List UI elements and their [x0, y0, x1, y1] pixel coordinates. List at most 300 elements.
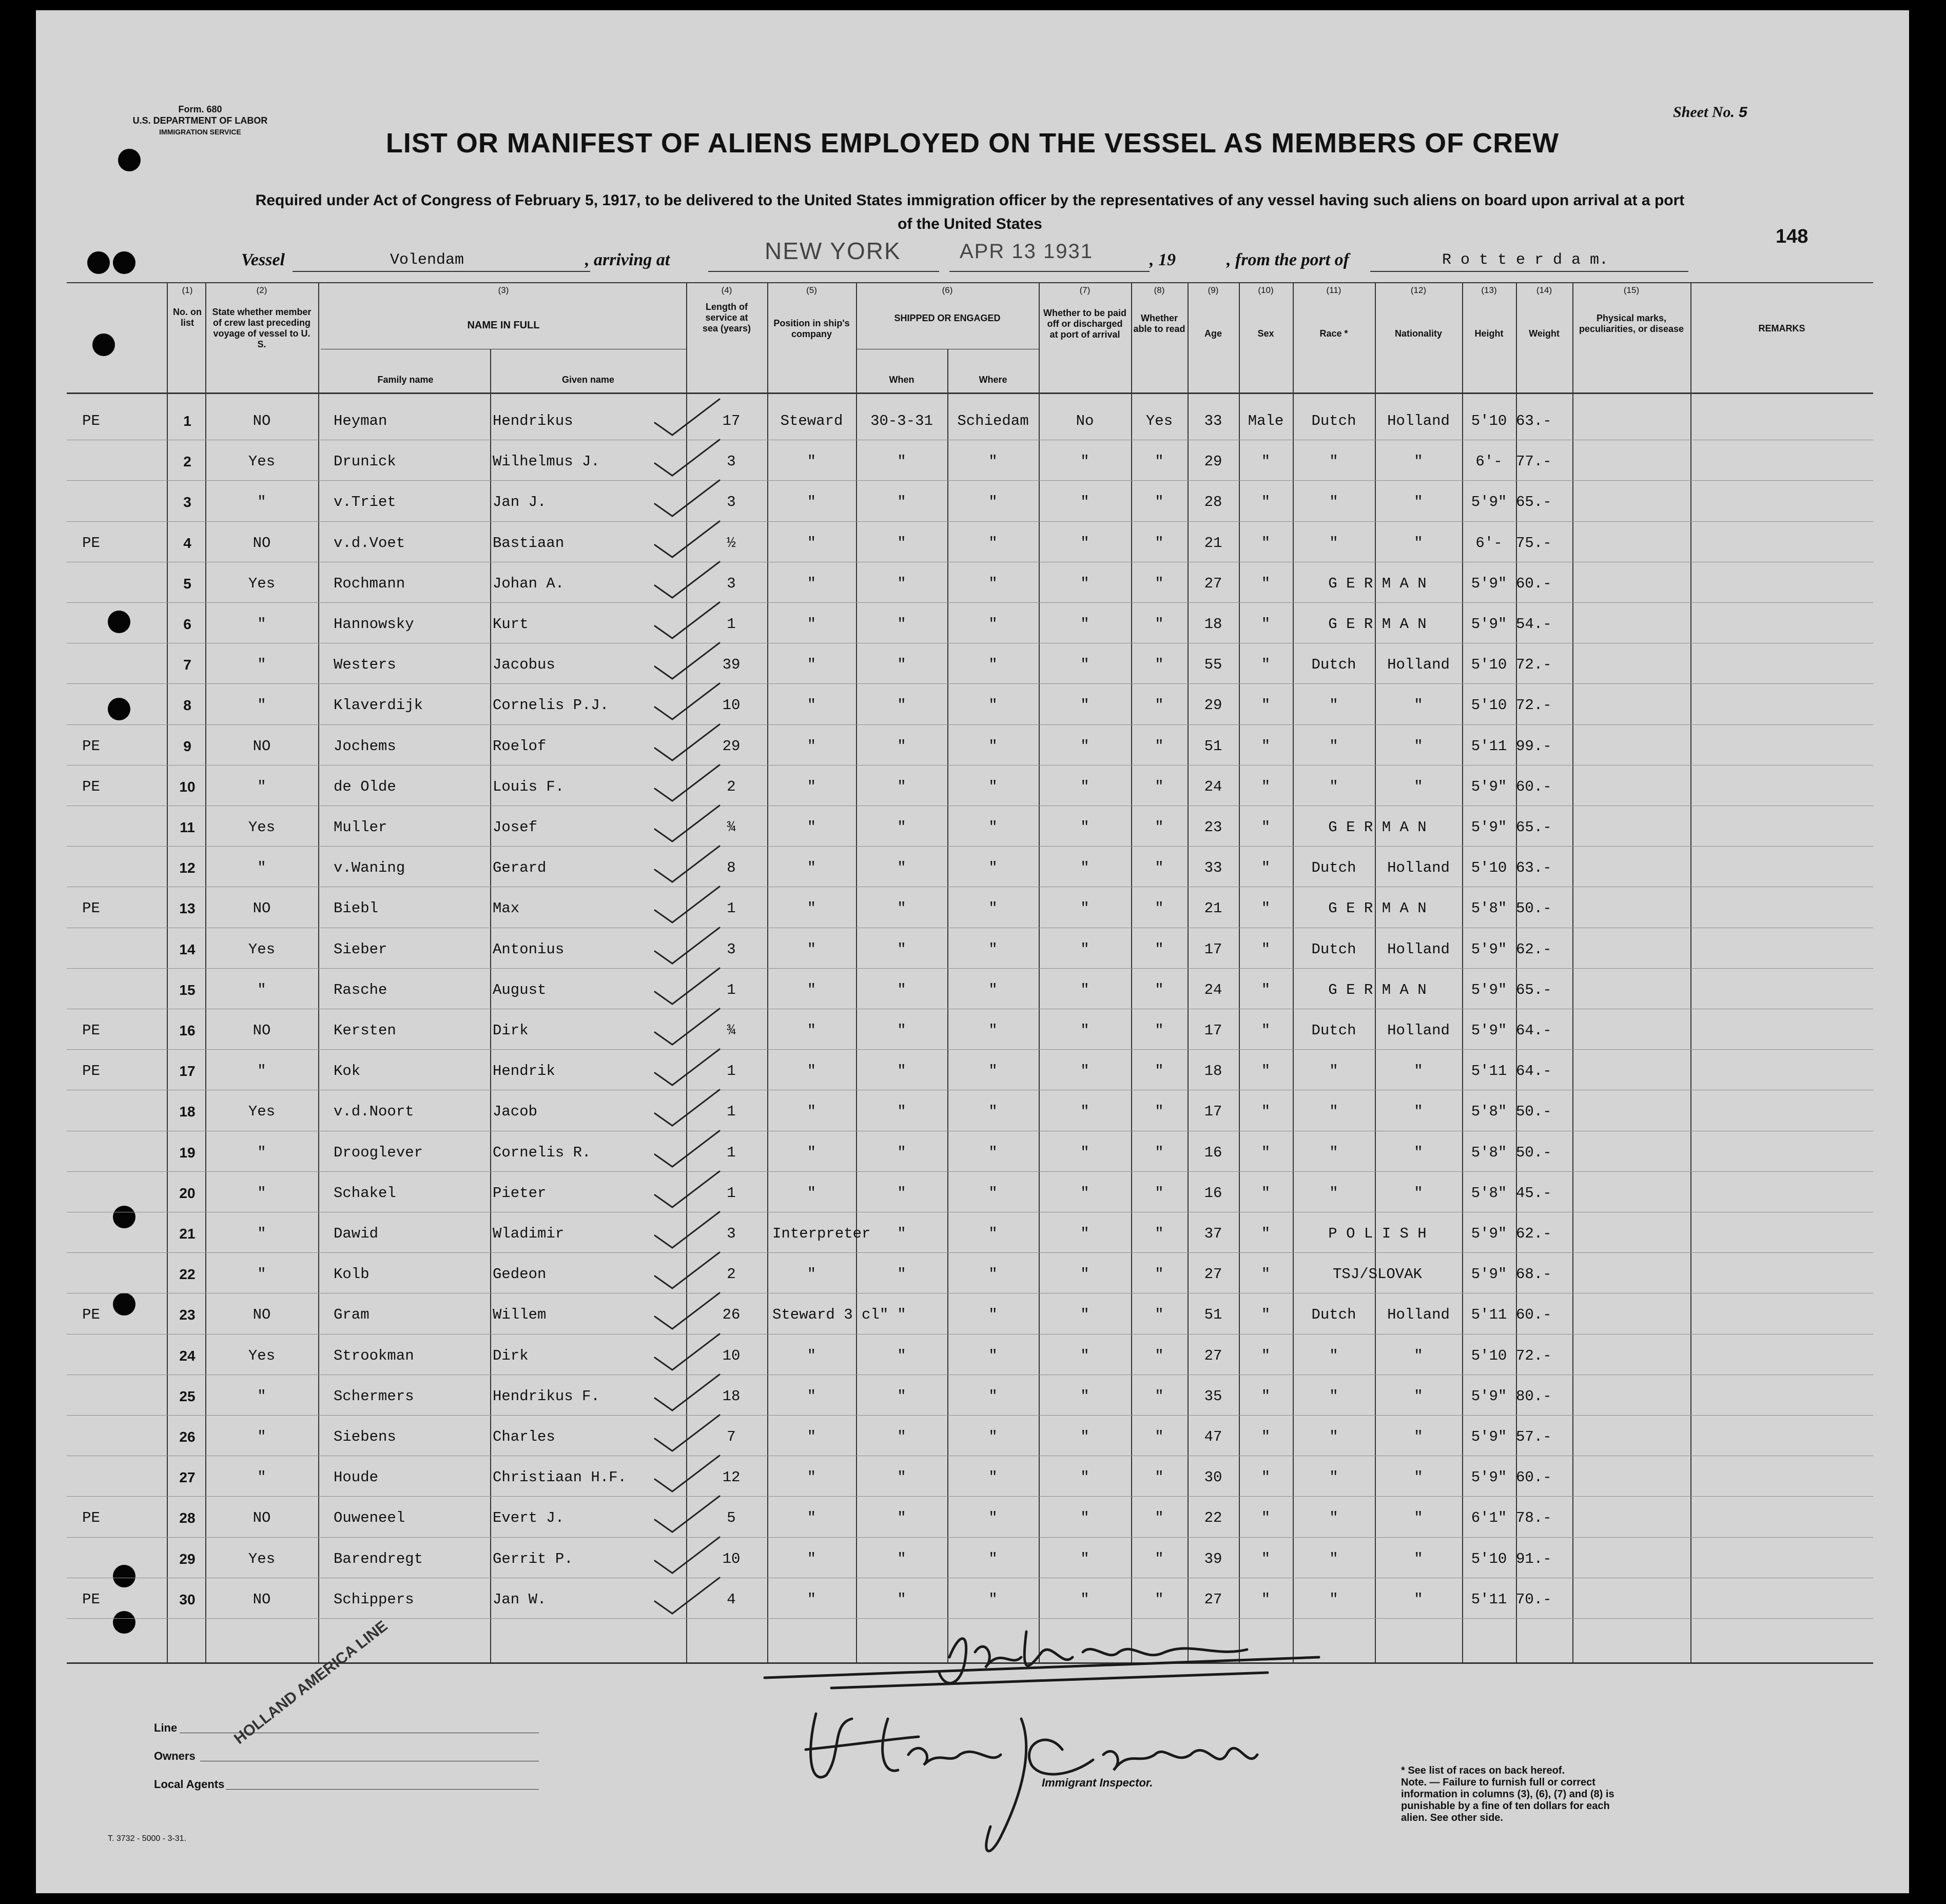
- cell-read: ": [1155, 1591, 1164, 1608]
- cell-when: ": [897, 778, 906, 795]
- cell-no: 14: [179, 941, 196, 957]
- cell-service: 39: [722, 656, 741, 674]
- year-label: , 19: [1150, 250, 1176, 269]
- cell-given: Louis F.: [493, 778, 565, 795]
- cell-nationality: ": [1414, 1591, 1423, 1608]
- cell-family: Klaverdijk: [334, 697, 423, 714]
- cell-race: ": [1329, 1469, 1338, 1486]
- cell-where: ": [988, 1022, 998, 1039]
- col-header-age: Age: [1204, 328, 1222, 339]
- cell-where: ": [988, 1428, 998, 1445]
- cell-service: 1: [727, 616, 736, 633]
- cell-pe: PE: [82, 534, 100, 552]
- cell-no: 17: [179, 1063, 196, 1079]
- cell-height: 5'8": [1471, 1103, 1507, 1121]
- col-num-5: (5): [806, 285, 817, 295]
- cell-when: ": [897, 1103, 906, 1121]
- cell-service: ½: [727, 534, 736, 552]
- check-mark-icon: [652, 1290, 724, 1331]
- cell-when: ": [897, 1225, 906, 1242]
- cell-read: ": [1155, 981, 1164, 998]
- cell-position: ": [807, 494, 816, 511]
- cell-weight: 68.-: [1516, 1266, 1552, 1283]
- cell-read: ": [1155, 1509, 1164, 1527]
- cell-family: de Olde: [334, 778, 396, 795]
- cell-height: 5'9": [1471, 940, 1507, 958]
- cell-prev: NO: [252, 1022, 271, 1039]
- cell-family: v.Waning: [334, 859, 405, 877]
- cell-read: ": [1155, 900, 1164, 917]
- cell-service: 3: [727, 494, 736, 511]
- cell-given: Jan J.: [493, 494, 547, 511]
- check-mark-icon: [652, 884, 724, 925]
- row-rule: [67, 480, 1873, 481]
- cell-position: ": [807, 1347, 816, 1364]
- cell-when: ": [897, 1347, 906, 1364]
- cell-nationality: Holland: [1387, 656, 1450, 674]
- cell-no: 30: [179, 1591, 196, 1607]
- cell-service: 8: [727, 859, 736, 877]
- check-mark-icon: [652, 599, 724, 640]
- cell-weight: 65.-: [1516, 819, 1552, 836]
- check-mark-icon: [652, 1534, 724, 1575]
- cell-position: ": [807, 1550, 816, 1567]
- cell-weight: 60.-: [1516, 778, 1552, 795]
- cell-age: 33: [1204, 413, 1222, 429]
- row-rule: [67, 1415, 1873, 1416]
- cell-race: ": [1329, 1550, 1338, 1567]
- arriving-port-stamp: NEW YORK: [765, 238, 901, 264]
- cell-prev: ": [257, 1469, 266, 1486]
- cell-read: ": [1155, 1387, 1164, 1405]
- col-header-read: Whether able to read: [1133, 313, 1185, 334]
- col-num-7: (7): [1079, 285, 1091, 295]
- cell-paid: ": [1080, 534, 1089, 552]
- cell-age: 55: [1204, 656, 1222, 674]
- cell-sex: ": [1261, 1022, 1271, 1039]
- check-mark-icon: [652, 1412, 724, 1453]
- cell-where: ": [988, 1184, 998, 1202]
- cell-age: 47: [1204, 1428, 1222, 1445]
- col-header-shipped: SHIPPED OR ENGAGED: [894, 313, 1001, 323]
- cell-race: ": [1329, 1144, 1338, 1161]
- column-rule: [490, 349, 491, 1662]
- cell-given: Josef: [493, 819, 538, 836]
- cell-paid: ": [1080, 778, 1089, 795]
- cell-when: ": [897, 1184, 906, 1202]
- cell-no: 26: [179, 1429, 196, 1445]
- cell-weight: 54.-: [1516, 616, 1552, 633]
- cell-given: Wilhelmus J.: [493, 453, 600, 470]
- col-num-12: (12): [1410, 285, 1427, 295]
- cell-weight: 78.-: [1516, 1509, 1552, 1527]
- manifest-sheet: [36, 10, 1909, 1893]
- cell-when: ": [897, 1591, 906, 1608]
- check-mark-icon: [652, 559, 724, 600]
- col-header-weight: Weight: [1529, 328, 1560, 339]
- col-num-15: (15): [1623, 285, 1640, 295]
- cell-no: 23: [179, 1307, 196, 1323]
- header-bottom-border: [67, 392, 1873, 394]
- cell-weight: 62.-: [1516, 1225, 1552, 1242]
- cell-nationality: ": [1414, 1469, 1423, 1486]
- cell-position: ": [807, 1144, 816, 1161]
- cell-prev: ": [257, 1144, 266, 1161]
- check-mark-icon: [652, 1087, 724, 1128]
- cell-weight: 91.-: [1516, 1550, 1552, 1567]
- races-note: * See list of races on back hereof.: [1401, 1765, 1565, 1776]
- col-header-where: Where: [979, 375, 1007, 385]
- cell-sex: ": [1261, 819, 1271, 836]
- cell-nationality: ": [1414, 534, 1423, 552]
- cell-position: ": [807, 737, 816, 755]
- cell-given: Charles: [493, 1428, 555, 1445]
- punch-hole: [113, 251, 135, 274]
- cell-paid: ": [1080, 1591, 1089, 1608]
- row-rule: [67, 1049, 1873, 1050]
- cell-race: P O L I S H: [1328, 1225, 1427, 1242]
- cell-read: ": [1155, 453, 1164, 470]
- row-rule: [67, 602, 1873, 603]
- check-mark-icon: [652, 1371, 724, 1412]
- cell-given: Jan W.: [493, 1591, 547, 1608]
- cell-prev: NO: [252, 1306, 271, 1324]
- cell-age: 21: [1204, 534, 1222, 552]
- col-num-8: (8): [1154, 285, 1165, 295]
- cell-sex: ": [1261, 1469, 1271, 1486]
- cell-race: Dutch: [1311, 940, 1356, 958]
- cell-when: ": [897, 1022, 906, 1039]
- cell-paid: ": [1080, 1103, 1089, 1121]
- cell-age: 35: [1204, 1387, 1222, 1405]
- cell-age: 24: [1204, 981, 1222, 998]
- cell-where: ": [988, 1063, 998, 1080]
- cell-weight: 63.-: [1516, 413, 1552, 429]
- cell-sex: ": [1261, 1063, 1271, 1080]
- cell-race: ": [1329, 737, 1338, 755]
- local-agents-label: Local Agents: [154, 1778, 225, 1791]
- cell-nationality: ": [1414, 1144, 1423, 1161]
- cell-race: Dutch: [1311, 656, 1356, 674]
- cell-pe: PE: [82, 1063, 100, 1080]
- cell-weight: 80.-: [1516, 1387, 1552, 1405]
- cell-prev: NO: [252, 534, 271, 552]
- cell-position: ": [807, 819, 816, 836]
- cell-position: ": [807, 453, 816, 470]
- cell-weight: 65.-: [1516, 981, 1552, 998]
- cell-given: Wladimir: [493, 1225, 565, 1242]
- cell-paid: ": [1080, 1550, 1089, 1567]
- check-mark-icon: [652, 843, 724, 884]
- inspector-signature: [806, 1714, 1257, 1851]
- cell-family: Jochems: [334, 737, 396, 755]
- cell-when: ": [897, 1469, 906, 1486]
- cell-weight: 60.-: [1516, 575, 1552, 592]
- cell-service: 18: [722, 1387, 741, 1405]
- cell-service: 1: [727, 1184, 736, 1202]
- cell-service: 1: [727, 1144, 736, 1161]
- cell-weight: 72.-: [1516, 697, 1552, 714]
- row-rule: [67, 1496, 1873, 1497]
- cell-when: ": [897, 737, 906, 755]
- cell-weight: 75.-: [1516, 534, 1552, 552]
- cell-prev: ": [257, 981, 266, 998]
- cell-where: ": [988, 1306, 998, 1324]
- vessel-name: Volendam: [390, 251, 464, 269]
- cell-sex: ": [1261, 534, 1271, 552]
- col-header-physical-marks: Physical marks, peculiarities, or disease: [1579, 313, 1684, 334]
- cell-when: ": [897, 1144, 906, 1161]
- cell-where: Schiedam: [957, 413, 1029, 429]
- cell-age: 23: [1204, 819, 1222, 836]
- cell-race: Dutch: [1311, 1022, 1356, 1039]
- cell-race: Dutch: [1311, 1306, 1356, 1324]
- cell-prev: NO: [252, 1509, 271, 1527]
- cell-service: 29: [722, 737, 741, 755]
- subtitle-line-1: Required under Act of Congress of February 5, 1917, to be delivered to the United States immigration officer by the representatives of any vessel having such aliens on board upon arrival at a port: [255, 192, 1685, 209]
- check-mark-icon: [652, 437, 724, 478]
- cell-prev: Yes: [248, 1347, 276, 1364]
- agents-underline: [226, 1789, 539, 1790]
- from-port: R o t t e r d a m.: [1442, 251, 1609, 269]
- cell-read: ": [1155, 737, 1164, 755]
- cell-service: 1: [727, 900, 736, 917]
- cell-nationality: ": [1414, 1103, 1423, 1121]
- cell-race: G E R M A N: [1328, 900, 1427, 917]
- cell-read: ": [1155, 656, 1164, 674]
- cell-age: 29: [1204, 697, 1222, 714]
- cell-given: Christiaan H.F.: [493, 1469, 627, 1486]
- cell-when: ": [897, 940, 906, 958]
- cell-sex: ": [1261, 453, 1271, 470]
- cell-given: Gedeon: [493, 1266, 547, 1283]
- cell-nationality: Holland: [1387, 940, 1450, 958]
- cell-race: G E R M A N: [1328, 616, 1427, 633]
- cell-read: ": [1155, 778, 1164, 795]
- cell-read: ": [1155, 1347, 1164, 1364]
- cell-when: ": [897, 1387, 906, 1405]
- cell-race: G E R M A N: [1328, 575, 1427, 592]
- cell-given: Hendrikus: [493, 413, 573, 429]
- cell-race: G E R M A N: [1328, 819, 1427, 836]
- cell-paid: ": [1080, 1306, 1089, 1324]
- cell-given: Gerrit P.: [493, 1550, 573, 1567]
- cell-read: ": [1155, 1103, 1164, 1121]
- cell-age: 18: [1204, 1063, 1222, 1080]
- cell-when: ": [897, 859, 906, 877]
- cell-position: ": [807, 1266, 816, 1283]
- cell-paid: ": [1080, 1022, 1089, 1039]
- cell-race: ": [1329, 1103, 1338, 1121]
- col-header-given-name: Given name: [561, 375, 615, 385]
- cell-prev: ": [257, 778, 266, 795]
- cell-no: 20: [179, 1185, 196, 1201]
- cell-height: 5'9": [1471, 616, 1507, 633]
- cell-pe: PE: [82, 1022, 100, 1039]
- cell-height: 5'11: [1471, 737, 1507, 755]
- cell-paid: ": [1080, 1509, 1089, 1527]
- cell-position: ": [807, 981, 816, 998]
- cell-no: 19: [179, 1144, 196, 1161]
- row-rule: [67, 1171, 1873, 1172]
- cell-prev: NO: [252, 900, 271, 917]
- vessel-label: Vessel: [241, 250, 285, 269]
- cell-read: ": [1155, 616, 1164, 633]
- form-number: Form. 680: [178, 104, 222, 114]
- cell-no: 13: [179, 900, 196, 917]
- cell-sex: ": [1261, 1266, 1271, 1283]
- sheet-label: Sheet No.: [1673, 104, 1735, 121]
- cell-paid: ": [1080, 1469, 1089, 1486]
- cell-race: ": [1329, 534, 1338, 552]
- cell-family: Ouweneel: [334, 1509, 405, 1527]
- cell-paid: ": [1080, 981, 1089, 998]
- cell-sex: ": [1261, 1428, 1271, 1445]
- cell-weight: 70.-: [1516, 1591, 1552, 1608]
- cell-given: Hendrik: [493, 1063, 555, 1080]
- punch-hole: [87, 251, 110, 274]
- cell-no: 15: [179, 982, 196, 998]
- cell-pe: PE: [82, 778, 100, 795]
- cell-nationality: ": [1414, 1063, 1423, 1080]
- col-header-position: Position in ship's company: [773, 318, 850, 339]
- check-mark-icon: [652, 1168, 724, 1209]
- cell-sex: ": [1261, 575, 1271, 592]
- cell-weight: 57.-: [1516, 1428, 1552, 1445]
- cell-when: ": [897, 1306, 906, 1324]
- cell-sex: ": [1261, 1550, 1271, 1567]
- cell-pe: PE: [82, 737, 100, 755]
- cell-age: 22: [1204, 1509, 1222, 1527]
- cell-age: 27: [1204, 1266, 1222, 1283]
- cell-read: ": [1155, 575, 1164, 592]
- check-mark-icon: [652, 518, 724, 559]
- cell-race: ": [1329, 1063, 1338, 1080]
- cell-sex: ": [1261, 1225, 1271, 1242]
- cell-height: 6'-: [1475, 534, 1503, 552]
- col-num-14: (14): [1536, 285, 1552, 295]
- cell-sex: ": [1261, 697, 1271, 714]
- cell-read: ": [1155, 1428, 1164, 1445]
- cell-when: ": [897, 1063, 906, 1080]
- cell-no: 8: [183, 697, 191, 714]
- cell-read: ": [1155, 1469, 1164, 1486]
- cell-given: August: [493, 981, 547, 998]
- row-rule: [67, 846, 1873, 847]
- sheet-number: [1673, 104, 1748, 122]
- crew-table: [67, 282, 1873, 1667]
- cell-age: 51: [1204, 737, 1222, 755]
- cell-weight: 65.-: [1516, 494, 1552, 511]
- cell-race: ": [1329, 453, 1338, 470]
- cell-race: ": [1329, 1428, 1338, 1445]
- cell-where: ": [988, 1469, 998, 1486]
- cell-given: Hendrikus F.: [493, 1387, 600, 1405]
- cell-family: Strookman: [334, 1347, 414, 1364]
- cell-age: 17: [1204, 940, 1222, 958]
- cell-read: ": [1155, 1184, 1164, 1202]
- cell-read: ": [1155, 940, 1164, 958]
- cell-no: 9: [183, 738, 191, 754]
- cell-when: ": [897, 534, 906, 552]
- cell-where: ": [988, 778, 998, 795]
- col-num-2: (2): [256, 285, 267, 295]
- cell-age: 33: [1204, 859, 1222, 877]
- check-mark-icon: [652, 1006, 724, 1047]
- cell-family: Siebens: [334, 1428, 396, 1445]
- cell-no: 4: [183, 535, 191, 551]
- cell-read: ": [1155, 697, 1164, 714]
- cell-weight: 72.-: [1516, 656, 1552, 674]
- cell-no: 25: [179, 1388, 196, 1404]
- cell-service: 2: [727, 778, 736, 795]
- cell-height: 5'10: [1471, 413, 1507, 429]
- col-header-sex: Sex: [1257, 328, 1274, 339]
- cell-height: 6'-: [1475, 453, 1503, 470]
- cell-prev: Yes: [248, 453, 276, 470]
- cell-height: 5'8": [1471, 1184, 1507, 1202]
- cell-service: ¾: [727, 1022, 736, 1039]
- cell-no: 11: [180, 819, 195, 835]
- cell-position: ": [807, 778, 816, 795]
- cell-no: 10: [179, 778, 196, 795]
- cell-when: ": [897, 1550, 906, 1567]
- col-header-paid-off: Whether to be paid off or discharged at port of arrival: [1043, 308, 1126, 340]
- cell-paid: ": [1080, 737, 1089, 755]
- cell-height: 5'8": [1471, 1144, 1507, 1161]
- cell-paid: ": [1080, 453, 1089, 470]
- cell-family: Dawid: [334, 1225, 379, 1242]
- cell-prev: ": [257, 1184, 266, 1202]
- cell-position: Steward 3 cl": [772, 1306, 889, 1324]
- cell-prev: ": [257, 616, 266, 633]
- cell-family: Hannowsky: [334, 616, 414, 633]
- cell-age: 18: [1204, 616, 1222, 633]
- cell-service: 3: [727, 940, 736, 958]
- cell-weight: 99.-: [1516, 737, 1552, 755]
- cell-read: ": [1155, 1063, 1164, 1080]
- cell-weight: 50.-: [1516, 1103, 1552, 1121]
- cell-position: ": [807, 656, 816, 674]
- cell-pe: PE: [82, 1509, 100, 1527]
- cell-given: Gerard: [493, 859, 547, 877]
- col-header-name: NAME IN FULL: [467, 320, 540, 331]
- cell-weight: 63.-: [1516, 859, 1552, 877]
- cell-no: 2: [183, 454, 191, 470]
- cell-nationality: ": [1414, 778, 1423, 795]
- cell-position: ": [807, 1387, 816, 1405]
- cell-when: ": [897, 697, 906, 714]
- cell-given: Bastiaan: [493, 534, 565, 552]
- cell-race: ": [1329, 778, 1338, 795]
- cell-height: 5'10: [1471, 1550, 1507, 1567]
- cell-height: 5'9": [1471, 494, 1507, 511]
- col-header-when: When: [889, 375, 914, 385]
- master-signature: [765, 1632, 1319, 1688]
- cell-prev: ": [257, 1387, 266, 1405]
- check-mark-icon: [652, 1452, 724, 1494]
- cell-read: ": [1155, 1022, 1164, 1039]
- cell-weight: 50.-: [1516, 900, 1552, 917]
- cell-family: Drooglever: [334, 1144, 423, 1161]
- cell-prev: Yes: [248, 940, 276, 958]
- cell-given: Cornelis R.: [493, 1144, 591, 1161]
- cell-where: ": [988, 1509, 998, 1527]
- cell-nationality: ": [1414, 737, 1423, 755]
- cell-service: 1: [727, 981, 736, 998]
- col-num-1: (1): [182, 285, 193, 295]
- cell-weight: 64.-: [1516, 1022, 1552, 1039]
